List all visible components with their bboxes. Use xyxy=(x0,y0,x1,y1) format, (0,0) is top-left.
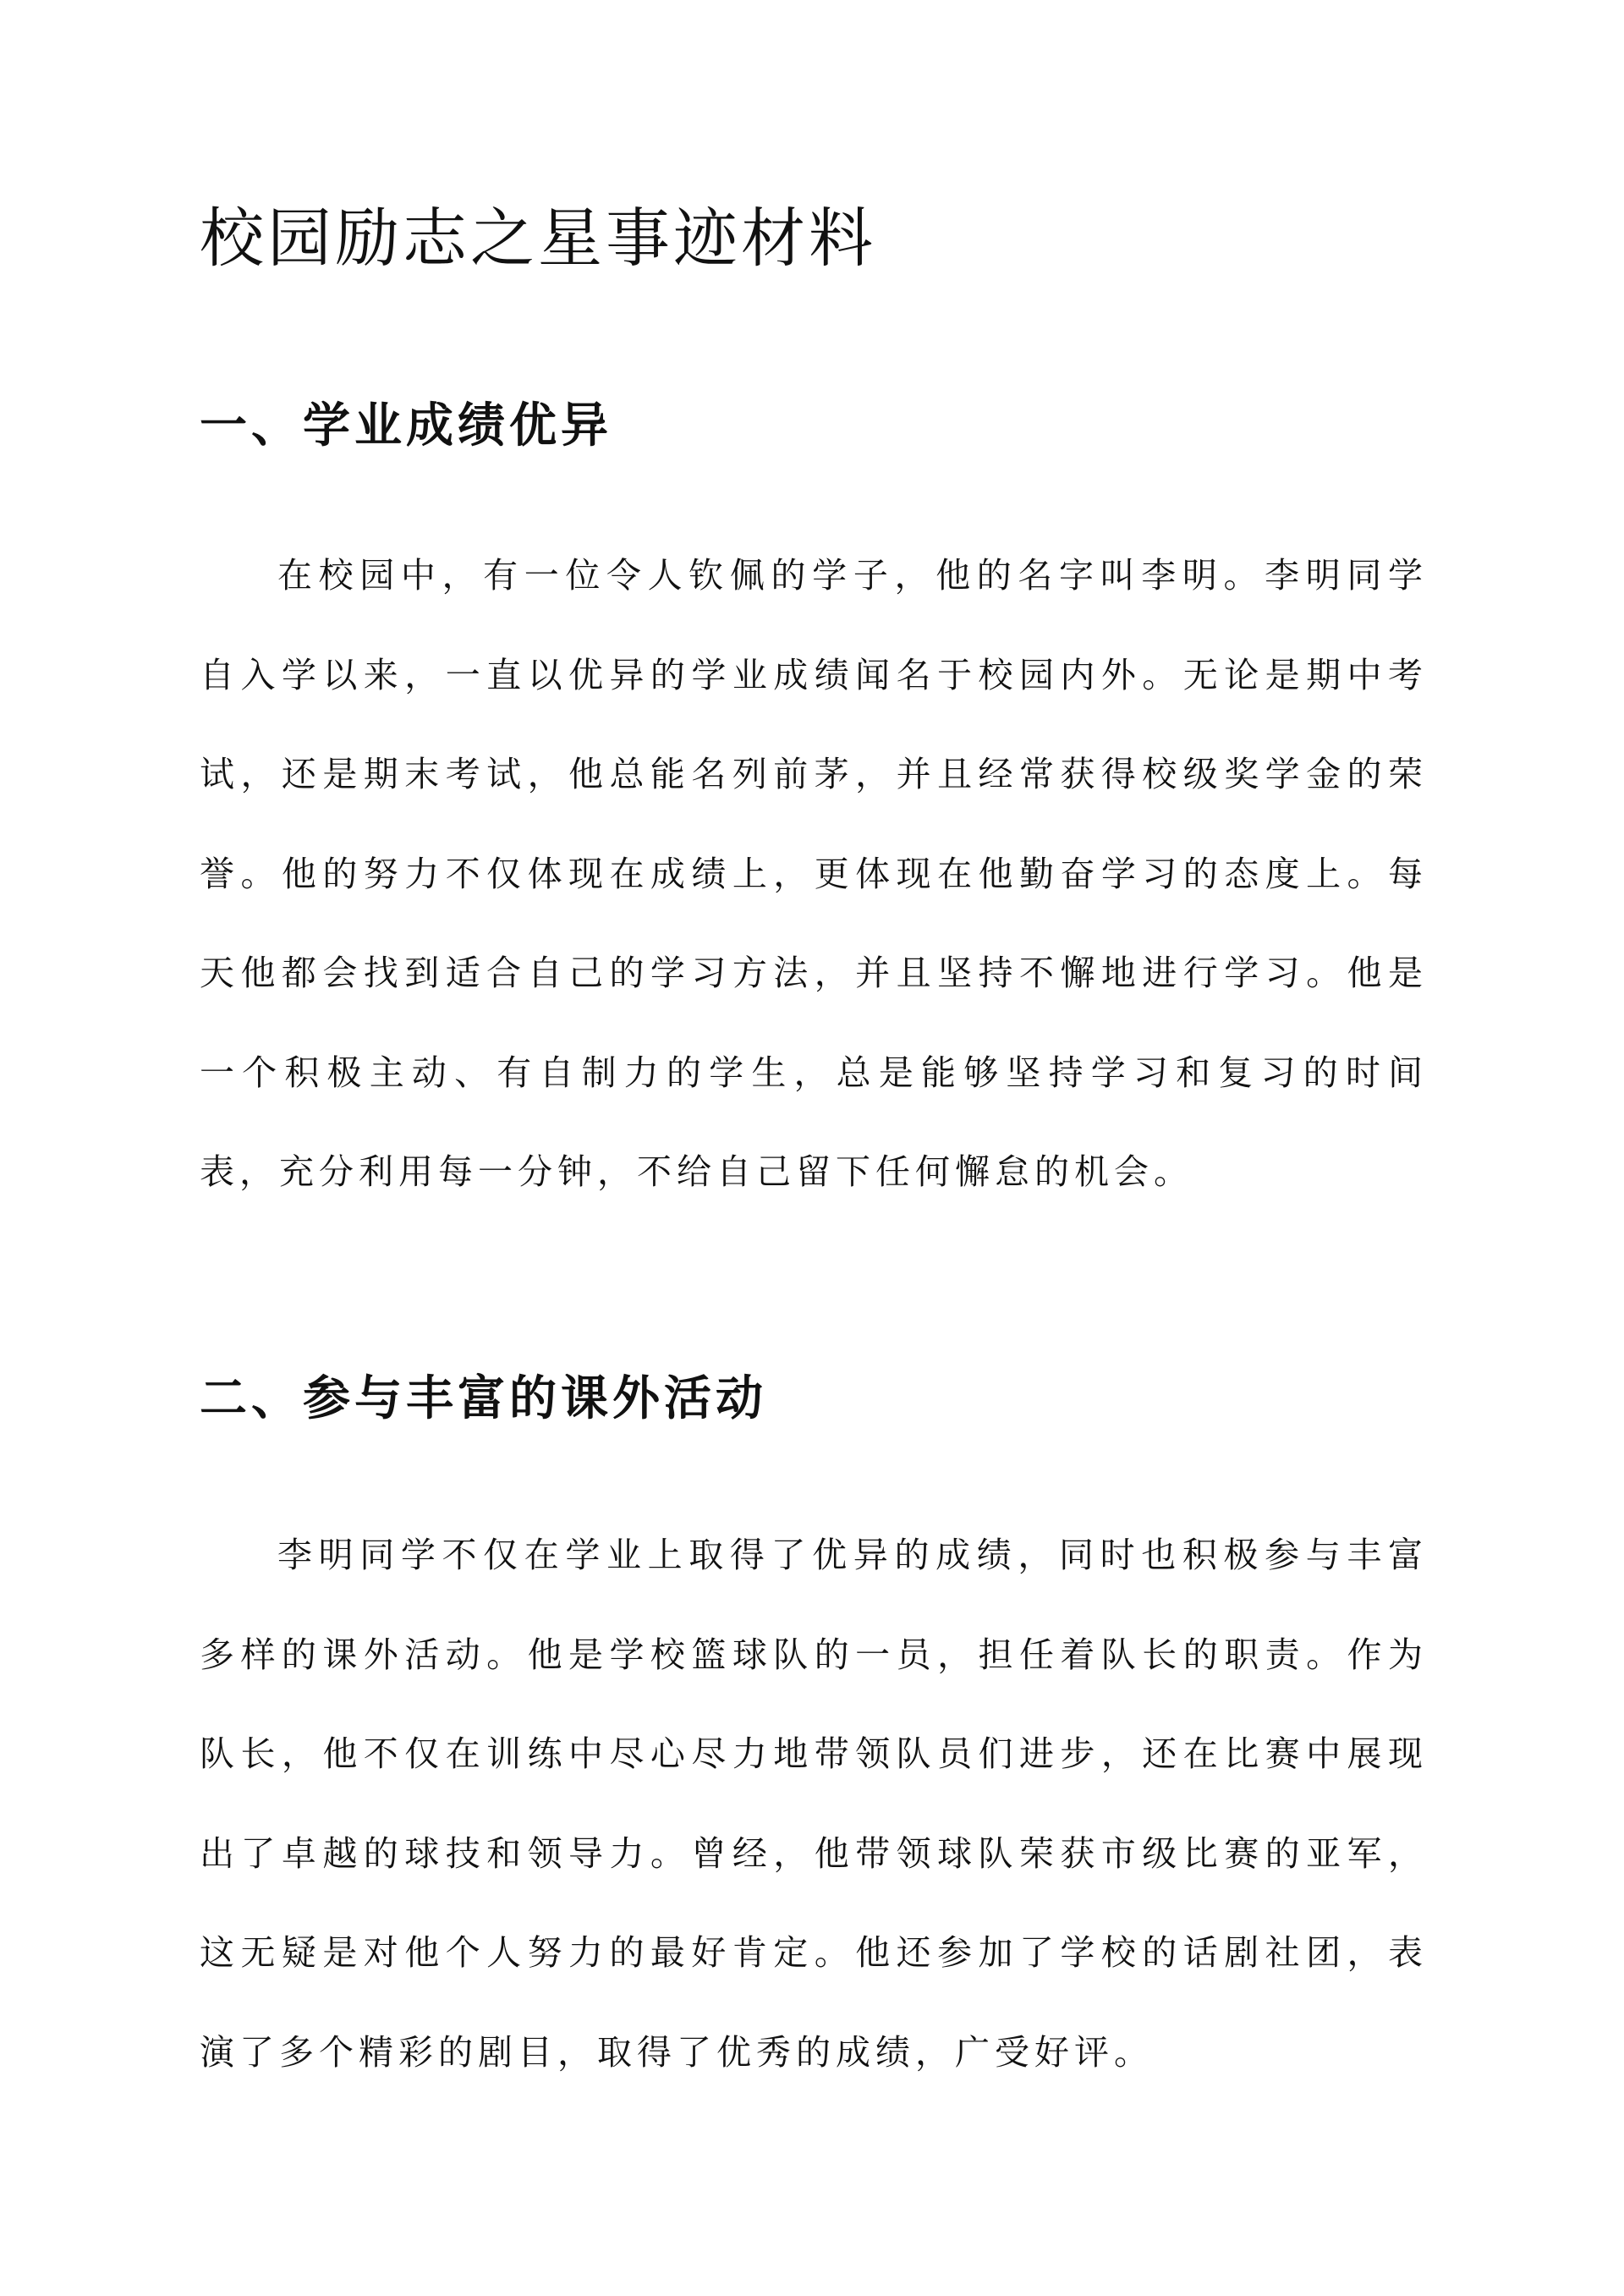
document-title: 校园励志之星事迹材料 xyxy=(200,200,876,276)
section-paragraph-activities: 李明同学不仅在学业上取得了优异的成绩，同时也积极参与丰富多样的课外活动。他是学校篮球队的一员，担任着队长的职责。作为队长，他不仅在训练中尽心尽力地带领队员们进步，还在比赛中展现出了卓越的球技和领导力。曾经，他带领球队荣获市级比赛的亚军，这无疑是对他个人努力的最好肯定。他还参加了学校的话剧社团，表演了多个精彩的剧目，取得了优秀的成绩，广受好评。 xyxy=(200,1535,1428,2073)
section-heading-activities: 二、参与丰富的课外活动 xyxy=(200,1370,767,1426)
section-heading-academics: 一、学业成绩优异 xyxy=(200,398,612,453)
section-paragraph-academics: 在校园中，有一位令人钦佩的学子，他的名字叫李明。李明同学自入学以来，一直以优异的学业成绩闻名于校园内外。无论是期中考试，还是期末考试，他总能名列前茅，并且经常获得校级奖学金的荣誉。他的努力不仅体现在成绩上，更体现在他勤奋学习的态度上。每天他都会找到适合自己的学习方法，并且坚持不懈地进行学习。他是一个积极主动、有自制力的学生，总是能够坚持学习和复习的时间表，充分利用每一分钟，不给自己留下任何懈怠的机会。 xyxy=(200,555,1428,1192)
